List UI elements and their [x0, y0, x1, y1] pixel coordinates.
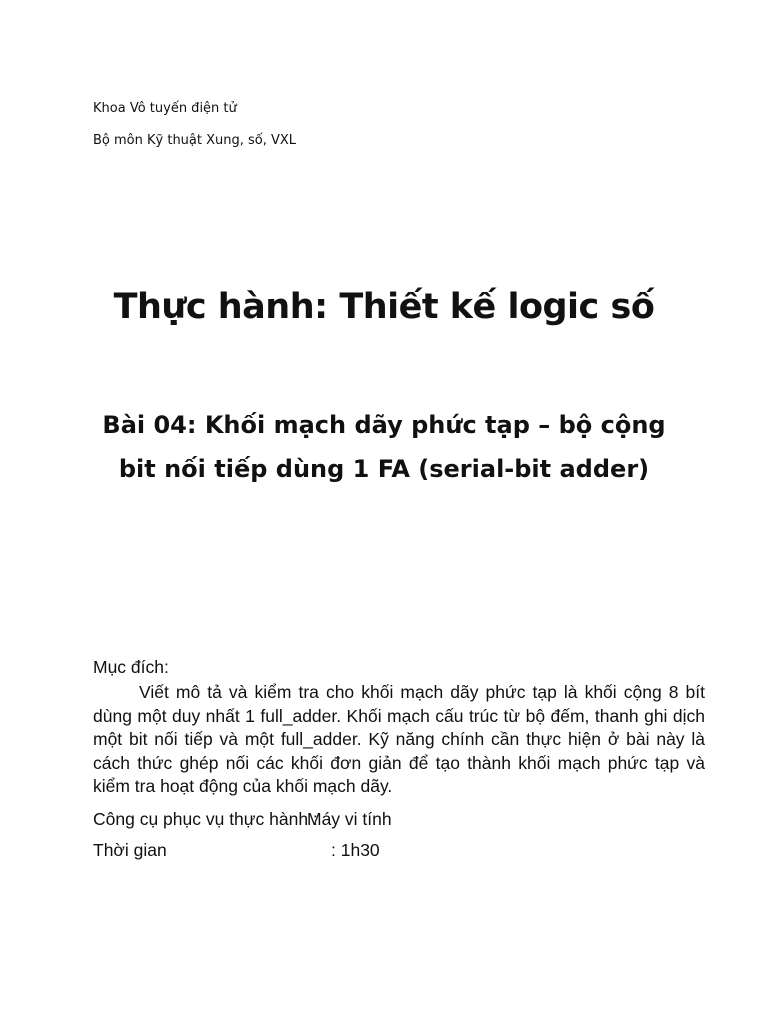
tools-value: Máy vi tính: [307, 808, 392, 829]
time-row: [93, 838, 705, 862]
lesson-subtitle: [60, 403, 708, 491]
tools-label: Công cụ phục vụ thực hành :: [93, 808, 318, 829]
department-name: Bộ môn Kỹ thuật Xung, số, VXL: [93, 133, 297, 148]
time-value: : 1h30: [331, 839, 380, 860]
subtitle-line-2: bit nối tiếp dùng 1 FA (serial-bit adder): [118, 455, 650, 483]
purpose-label: Mục đích:: [93, 657, 169, 677]
faculty-name: Khoa Vô tuyến điện tử: [93, 101, 237, 116]
header: [93, 93, 296, 157]
tools-row: [93, 807, 705, 831]
document-body: [93, 655, 705, 862]
subtitle-line-1: Bài 04: Khối mạch dãy phức tạp – bộ cộng: [102, 411, 666, 439]
document-title: Thực hành: Thiết kế logic số: [113, 287, 655, 327]
purpose-text: Viết mô tả và kiểm tra cho khối mạch dãy phức tạp là khối cộng 8 bít dùng một duy nhất 1 full_adder. Khối mạch cấu trúc từ bộ đếm, thanh ghi dịch một bit nối tiếp và một full_adder. Kỹ năng chính cần thực hiện ở bài này là cách thức ghép nối các khối đơn giản để tạo thành khối mạch phức tạp và kiểm tra hoạt động của khối mạch dãy.: [93, 682, 705, 796]
time-label: Thời gian: [93, 839, 167, 860]
